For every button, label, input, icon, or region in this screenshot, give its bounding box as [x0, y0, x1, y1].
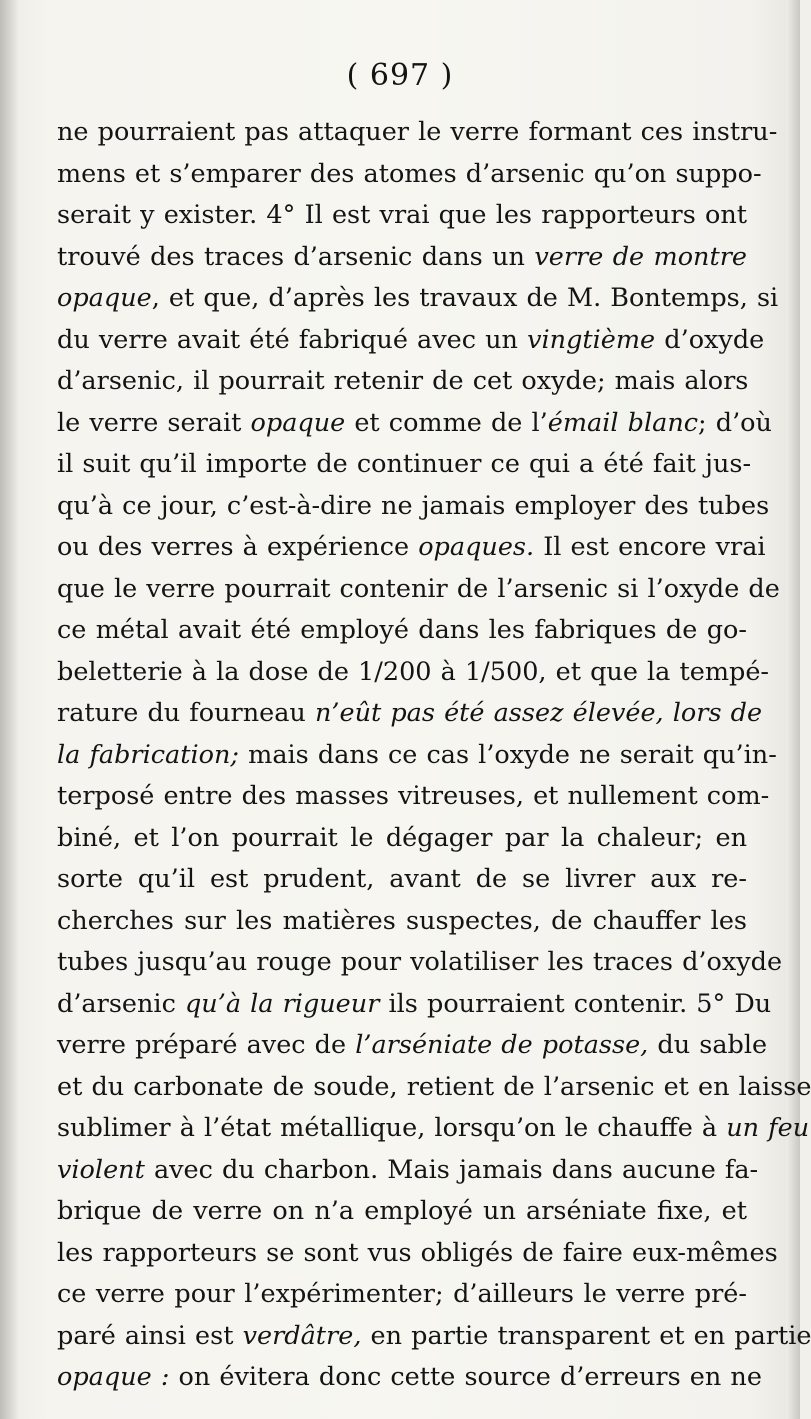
- text-segment: serait y exister. 4° Il est vrai que les rapporteurs ont: [57, 200, 747, 230]
- italic-text: opaque :: [57, 1362, 170, 1392]
- text-segment: terposé entre des masses vitreuses, et nullement com-: [57, 781, 770, 811]
- text-segment: biné, et l’on pourrait le dégager par la chaleur; en: [57, 822, 747, 853]
- text-segment: et comme de l’: [345, 407, 548, 438]
- text-segment: verre préparé avec de: [57, 1030, 356, 1060]
- italic-text: émail blanc: [547, 407, 699, 438]
- text-line: [57, 237, 747, 279]
- text-line: [57, 1150, 759, 1192]
- italic-text: opaques.: [418, 532, 535, 562]
- text-segment: ou des verres à expérience: [57, 532, 419, 562]
- text-line: [57, 610, 747, 652]
- text-segment: paré ainsi est: [57, 1320, 243, 1351]
- text-segment: ils pourraient contenir. 5° Du: [379, 988, 772, 1019]
- page-edge-shadow-right: [786, 0, 800, 1419]
- italic-text: verre de montre: [534, 241, 747, 272]
- text-line: [57, 942, 783, 984]
- text-line: [57, 403, 772, 445]
- text-line: [57, 984, 772, 1026]
- text-line: [57, 818, 747, 860]
- text-line: [57, 320, 765, 362]
- text-line: [57, 195, 747, 237]
- text-segment: il suit qu’il importe de continuer ce qui a été fait jus-: [57, 449, 752, 479]
- text-segment: mens et s’emparer des atomes d’arsenic qu’on suppo-: [57, 158, 762, 189]
- italic-text: un feu: [726, 1113, 810, 1143]
- italic-text: opaque: [250, 407, 346, 438]
- text-segment: ne pourraient pas attaquer le verre formant ces instru-: [57, 117, 778, 147]
- text-line: [57, 112, 778, 154]
- text-line: [57, 859, 747, 901]
- body-text: [57, 112, 811, 1399]
- text-line: [57, 361, 747, 403]
- text-line: [57, 1316, 811, 1358]
- text-segment: les rapporteurs se sont vus obligés de faire eux-mêmes: [57, 1237, 778, 1268]
- text-segment: sorte qu’il est prudent, avant de se livrer aux re-: [57, 864, 747, 894]
- text-segment: du verre avait été fabriqué avec un: [57, 324, 528, 355]
- text-segment: ; d’où: [698, 407, 772, 438]
- text-segment: d’arsenic: [57, 988, 185, 1019]
- text-line: [57, 569, 780, 611]
- italic-text: l’arséniate de potasse,: [355, 1030, 649, 1060]
- text-line: [57, 1274, 747, 1316]
- text-segment: et du carbonate de soude, retient de l’arsenic et en laisse: [57, 1071, 811, 1102]
- italic-text: verdâtre,: [242, 1320, 362, 1351]
- italic-text: violent: [57, 1154, 145, 1185]
- text-line: [57, 486, 770, 528]
- text-segment: Il est encore vrai: [534, 532, 766, 562]
- text-segment: beletterie à la dose de 1/200 à 1/500, et que la tempé-: [57, 656, 770, 687]
- text-segment: trouvé des traces d’arsenic dans un: [57, 241, 535, 272]
- text-segment: ce verre pour l’expérimenter; d’ailleurs le verre pré-: [57, 1279, 747, 1309]
- italic-text: vingtième: [527, 324, 656, 355]
- text-line: [57, 1025, 768, 1067]
- text-segment: qu’à ce jour, c’est-à-dire ne jamais employer des tubes: [57, 490, 770, 521]
- italic-text: qu’à la rigueur: [184, 988, 380, 1019]
- text-segment: le verre serait: [57, 407, 251, 438]
- text-segment: avec du charbon. Mais jamais dans aucune fa-: [144, 1154, 759, 1185]
- text-segment: rature du fourneau: [57, 698, 315, 728]
- text-segment: , et que, d’après les travaux de M. Bontemps, si: [151, 283, 779, 313]
- italic-text: la fabrication;: [57, 739, 240, 770]
- text-line: [57, 1191, 747, 1233]
- text-line: [57, 444, 752, 486]
- italic-text: n’eût pas été assez élevée, lors de: [314, 698, 763, 728]
- text-segment: du sable: [648, 1030, 768, 1060]
- text-line: [57, 278, 779, 320]
- text-line: [57, 901, 747, 943]
- text-segment: sublimer à l’état métallique, lorsqu’on le chauffe à: [57, 1113, 727, 1143]
- text-segment: que le verre pourrait contenir de l’arsenic si l’oxyde de: [57, 573, 780, 604]
- page-number: ( 697 ): [346, 58, 454, 93]
- page-edge-shadow-left: [0, 0, 18, 1419]
- text-segment: en partie transparent et en partie: [361, 1320, 811, 1351]
- text-line: [57, 1108, 810, 1150]
- text-segment: on évitera donc cette source d’erreurs en ne: [169, 1362, 762, 1392]
- text-line: [57, 154, 762, 196]
- text-line: [57, 527, 766, 569]
- text-segment: d’arsenic, il pourrait retenir de cet oxyde; mais alors: [57, 366, 749, 396]
- text-line: [57, 652, 770, 694]
- italic-text: opaque: [57, 283, 152, 313]
- text-line: [57, 776, 770, 818]
- text-line: [57, 693, 763, 735]
- text-line: [57, 1357, 762, 1399]
- text-segment: mais dans ce cas l’oxyde ne serait qu’in-: [239, 739, 777, 770]
- text-line: [57, 1233, 778, 1275]
- text-line: [57, 1067, 811, 1109]
- text-segment: brique de verre on n’a employé un arséniate fixe, et: [57, 1196, 747, 1226]
- text-segment: cherches sur les matières suspectes, de chauffer les: [57, 905, 747, 936]
- text-line: [57, 735, 777, 777]
- text-segment: d’oxyde: [655, 324, 765, 355]
- text-segment: ce métal avait été employé dans les fabriques de go-: [57, 615, 747, 645]
- text-segment: tubes jusqu’au rouge pour volatiliser les traces d’oxyde: [57, 947, 783, 977]
